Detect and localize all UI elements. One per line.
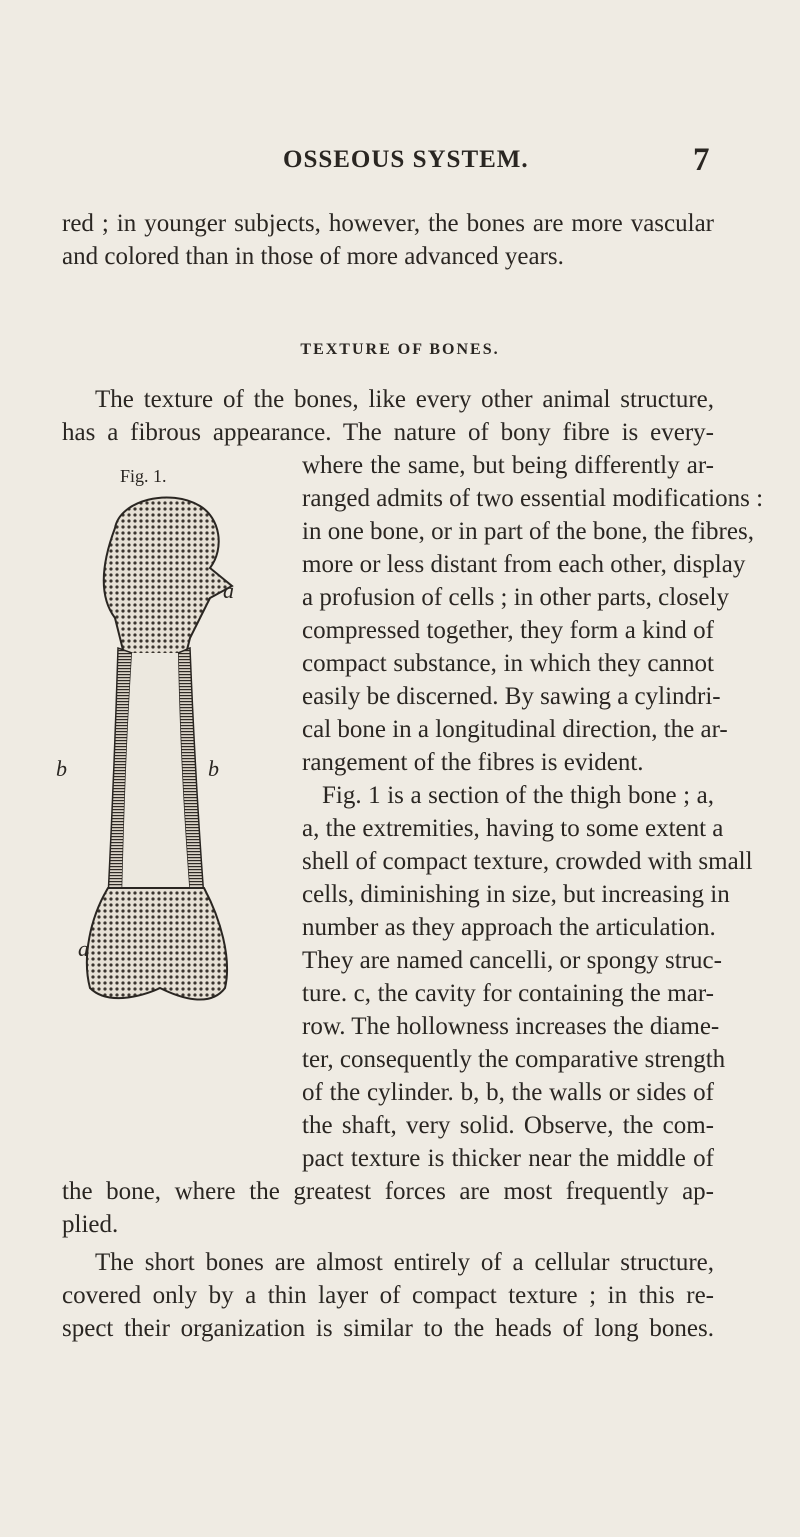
page-number: 7: [693, 142, 710, 178]
text-line: The texture of the bones, like every other animal structure,: [95, 386, 714, 413]
running-title: OSSEOUS SYSTEM.: [283, 146, 529, 173]
text-line: plied.: [62, 1211, 119, 1238]
text-line: rangement of the fibres is evident.: [302, 749, 644, 776]
text-line: of the cylinder. b, b, the walls or sides of: [302, 1079, 714, 1106]
text-line: pact texture is thicker near the middle of: [302, 1145, 714, 1172]
text-line: Fig. 1 is a section of the thigh bone ; a,: [322, 782, 714, 809]
section-heading: TEXTURE OF BONES.: [300, 341, 500, 358]
text-line: ture. c, the cavity for containing the mar-: [302, 980, 714, 1007]
text-line: cells, diminishing in size, but increasing in: [302, 881, 730, 908]
text-line: a, the extremities, having to some extent a: [302, 815, 724, 842]
text-line: covered only by a thin layer of compact texture ; in this re-: [62, 1282, 714, 1309]
text-line: compressed together, they form a kind of: [302, 617, 714, 644]
label-a-top: a: [223, 578, 234, 603]
text-line: the bone, where the greatest forces are most frequently ap-: [62, 1178, 714, 1205]
text-line: compact substance, in which they cannot: [302, 650, 714, 677]
text-line: They are named cancelli, or spongy struc-: [302, 947, 722, 974]
label-b-right: b: [208, 756, 219, 781]
text-line: the shaft, very solid. Observe, the com-: [302, 1112, 714, 1139]
text-line: number as they approach the articulation.: [302, 914, 716, 941]
text-line: The short bones are almost entirely of a cellular structure,: [95, 1249, 714, 1276]
text-line: red ; in younger subjects, however, the bones are more vascular: [62, 210, 714, 237]
text-line: spect their organization is similar to the heads of long bones.: [62, 1315, 714, 1342]
femur-illustration: [60, 488, 260, 1018]
text-line: row. The hollowness increases the diame-: [302, 1013, 720, 1040]
lower-extremity: [87, 888, 227, 1000]
page-header: [0, 142, 800, 186]
text-line: easily be discerned. By sawing a cylindri-: [302, 683, 721, 710]
text-line: shell of compact texture, crowded with small: [302, 848, 753, 875]
text-line: where the same, but being differently ar-: [302, 452, 714, 479]
upper-extremity: [104, 497, 232, 658]
text-line: ranged admits of two essential modifications :: [302, 485, 764, 512]
figure-label: Fig. 1.: [120, 466, 167, 486]
text-line: ter, consequently the comparative strength: [302, 1046, 726, 1073]
text-line: and colored than in those of more advanced years.: [62, 243, 564, 270]
femur-section-figure: [56, 488, 260, 1018]
label-a-bottom: a: [78, 936, 89, 961]
text-line: more or less distant from each other, display: [302, 551, 746, 578]
text-line: a profusion of cells ; in other parts, closely: [302, 584, 729, 611]
label-b-left: b: [56, 756, 67, 781]
text-line: has a fibrous appearance. The nature of bony fibre is every-: [62, 419, 714, 446]
text-line: cal bone in a longitudinal direction, the ar-: [302, 716, 728, 743]
text-line: in one bone, or in part of the bone, the fibres,: [302, 518, 754, 545]
